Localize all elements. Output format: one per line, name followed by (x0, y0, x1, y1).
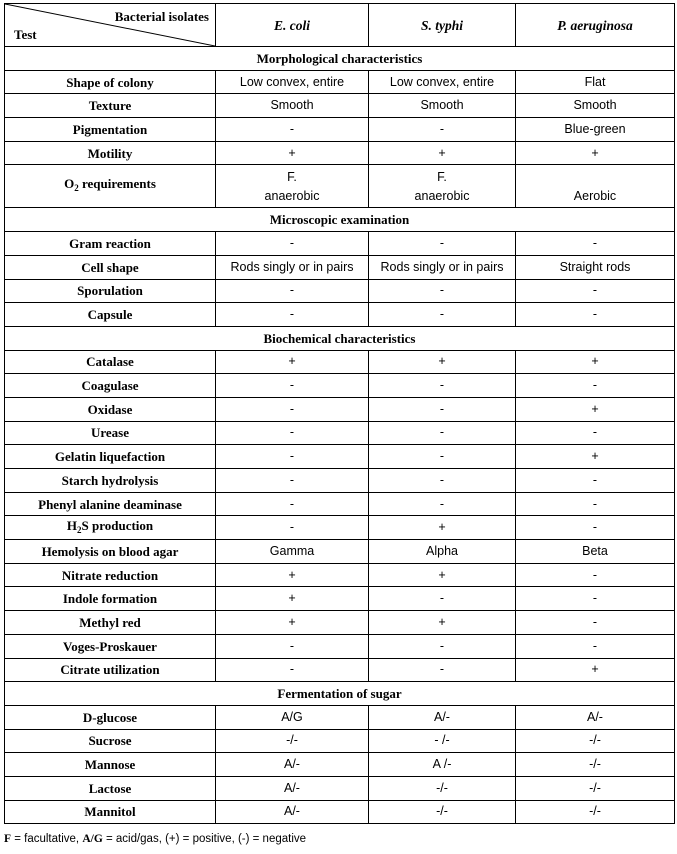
o2-line2: anaerobic (264, 189, 320, 204)
table-cell: Blue-green (516, 118, 675, 142)
section-row (5, 326, 675, 350)
table-row (5, 303, 675, 327)
table-cell: A /- (369, 753, 516, 777)
table-cell: + (216, 563, 369, 587)
table-cell: + (369, 516, 516, 540)
row-label: Motility (5, 141, 216, 165)
table-row (5, 563, 675, 587)
table-cell: - /- (369, 729, 516, 753)
table-cell: Rods singly or in pairs (369, 255, 516, 279)
table-row (5, 397, 675, 421)
table-cell: A/G (216, 705, 369, 729)
row-label: Sporulation (5, 279, 216, 303)
section-row (5, 208, 675, 232)
table-cell: - (516, 587, 675, 611)
table-cell: - (216, 658, 369, 682)
table-row (5, 469, 675, 493)
table-cell: Rods singly or in pairs (216, 255, 369, 279)
table-cell (216, 165, 369, 208)
table-cell: - (369, 658, 516, 682)
row-label-o2 (5, 165, 216, 208)
table-cell: + (216, 611, 369, 635)
section-title: Microscopic examination (5, 208, 675, 232)
table-row (5, 587, 675, 611)
table-cell: + (516, 350, 675, 374)
table-cell: - (216, 492, 369, 516)
header-test-label: Test (14, 27, 37, 42)
table-cell (369, 165, 516, 208)
table-cell: - (216, 118, 369, 142)
table-cell: -/- (369, 776, 516, 800)
section-title: Biochemical characteristics (5, 326, 675, 350)
table-cell: - (216, 469, 369, 493)
table-cell: - (516, 421, 675, 445)
table-cell: - (216, 374, 369, 398)
table-cell: - (216, 397, 369, 421)
table-cell: - (369, 397, 516, 421)
header-isolates-label: Bacterial isolates (114, 9, 209, 24)
table-cell: - (216, 516, 369, 540)
table-footnote (4, 833, 306, 845)
table-cell: - (516, 492, 675, 516)
row-label: Catalase (5, 350, 216, 374)
row-label: Voges-Proskauer (5, 634, 216, 658)
table-header-row (5, 4, 675, 47)
row-label: Methyl red (5, 611, 216, 635)
header-organism: P. aeruginosa (516, 4, 675, 47)
table-cell: - (369, 469, 516, 493)
table-row (5, 492, 675, 516)
o2-line2: anaerobic (414, 189, 470, 204)
row-label: Pigmentation (5, 118, 216, 142)
h2s-prefix: H (66, 517, 77, 533)
table-row (5, 611, 675, 635)
table-cell: - (369, 492, 516, 516)
row-label: Shape of colony (5, 70, 216, 94)
table-cell: - (216, 421, 369, 445)
row-label: Indole formation (5, 587, 216, 611)
table-cell: - (516, 303, 675, 327)
table-row (5, 232, 675, 256)
table-cell: - (516, 634, 675, 658)
table-row (5, 634, 675, 658)
table-cell: + (369, 611, 516, 635)
table-cell: Flat (516, 70, 675, 94)
table-row (5, 255, 675, 279)
bacterial-characteristics-table (4, 3, 675, 824)
table-cell: - (369, 118, 516, 142)
table-row (5, 705, 675, 729)
row-label: Capsule (5, 303, 216, 327)
table-row (5, 516, 675, 540)
table-cell: - (516, 611, 675, 635)
header-organism: E. coli (216, 4, 369, 47)
row-label: Urease (5, 421, 216, 445)
row-label: Coagulase (5, 374, 216, 398)
table-row (5, 445, 675, 469)
row-label: Mannitol (5, 800, 216, 824)
row-label: Gram reaction (5, 232, 216, 256)
table-cell: - (516, 374, 675, 398)
table-cell: + (516, 445, 675, 469)
table-cell: + (216, 350, 369, 374)
header-organism: S. typhi (369, 4, 516, 47)
table-cell: A/- (516, 705, 675, 729)
table-cell: + (216, 587, 369, 611)
row-label: Cell shape (5, 255, 216, 279)
table-row (5, 118, 675, 142)
table-row (5, 374, 675, 398)
row-label-h2s (5, 516, 216, 540)
row-label: Mannose (5, 753, 216, 777)
row-label: Sucrose (5, 729, 216, 753)
section-row (5, 47, 675, 71)
footnote-f-text: = facultative, (11, 833, 83, 845)
o2-prefix: O (64, 176, 75, 192)
table-cell: Beta (516, 540, 675, 564)
table-cell: - (369, 587, 516, 611)
table-cell: -/- (516, 753, 675, 777)
table-row (5, 94, 675, 118)
row-label: Lactose (5, 776, 216, 800)
table-cell: A/- (216, 753, 369, 777)
row-label: Oxidase (5, 397, 216, 421)
table-row (5, 141, 675, 165)
table-cell: -/- (516, 776, 675, 800)
table-row (5, 658, 675, 682)
table-cell: - (516, 516, 675, 540)
row-label: Texture (5, 94, 216, 118)
o2-line1: F. (287, 170, 297, 185)
footnote-ag-key: A/G (82, 833, 103, 845)
table-cell: A/- (369, 705, 516, 729)
table-cell: Straight rods (516, 255, 675, 279)
table-cell: - (216, 279, 369, 303)
section-title: Morphological characteristics (5, 47, 675, 71)
table-row (5, 800, 675, 824)
table-row (5, 753, 675, 777)
table-cell: - (216, 445, 369, 469)
table-row (5, 70, 675, 94)
table-cell: - (369, 634, 516, 658)
table-cell: A/- (216, 776, 369, 800)
table-cell: - (216, 303, 369, 327)
row-label: D-glucose (5, 705, 216, 729)
table-row (5, 421, 675, 445)
o2-line1: F. (437, 170, 447, 185)
table-cell: - (216, 634, 369, 658)
table-cell: - (369, 279, 516, 303)
row-label: Phenyl alanine deaminase (5, 492, 216, 516)
table-row (5, 776, 675, 800)
table-cell: A/- (216, 800, 369, 824)
table-cell: Smooth (216, 94, 369, 118)
table-row (5, 165, 675, 208)
table-cell: + (369, 563, 516, 587)
table-row (5, 279, 675, 303)
table-cell: + (516, 658, 675, 682)
table-cell: -/- (369, 800, 516, 824)
row-label: Hemolysis on blood agar (5, 540, 216, 564)
o2-subscript: 2 (74, 183, 79, 194)
table-cell: Low convex, entire (216, 70, 369, 94)
footnote-rest: = acid/gas, (+) = positive, (-) = negative (102, 833, 307, 845)
table-cell: Low convex, entire (369, 70, 516, 94)
table-cell: - (369, 232, 516, 256)
row-label: Nitrate reduction (5, 563, 216, 587)
table-cell: + (369, 141, 516, 165)
section-title: Fermentation of sugar (5, 682, 675, 706)
o2-line2: Aerobic (573, 189, 617, 204)
section-row (5, 682, 675, 706)
table-cell: + (369, 350, 516, 374)
footnote-f-key: F (4, 833, 12, 845)
header-corner-cell (5, 4, 216, 47)
table-cell: Smooth (369, 94, 516, 118)
table-cell (516, 165, 675, 208)
h2s-subscript: 2 (76, 524, 82, 535)
table-cell: Alpha (369, 540, 516, 564)
h2s-suffix: S production (81, 517, 154, 533)
table-cell: -/- (216, 729, 369, 753)
table-cell: - (516, 232, 675, 256)
table-cell: Smooth (516, 94, 675, 118)
row-label: Gelatin liquefaction (5, 445, 216, 469)
table-cell: - (369, 374, 516, 398)
table-cell: + (516, 141, 675, 165)
table-cell: -/- (516, 729, 675, 753)
table-cell: - (369, 445, 516, 469)
table-cell: + (216, 141, 369, 165)
table-cell: -/- (516, 800, 675, 824)
row-label: Citrate utilization (5, 658, 216, 682)
table-cell: - (369, 303, 516, 327)
table-row (5, 729, 675, 753)
table-cell: - (516, 279, 675, 303)
table-cell: + (516, 397, 675, 421)
table-cell: - (216, 232, 369, 256)
table-row (5, 350, 675, 374)
table-cell: - (516, 469, 675, 493)
o2-suffix: requirements (78, 176, 156, 192)
table-row (5, 540, 675, 564)
table-cell: - (516, 563, 675, 587)
table-cell: Gamma (216, 540, 369, 564)
table-cell: - (369, 421, 516, 445)
row-label: Starch hydrolysis (5, 469, 216, 493)
